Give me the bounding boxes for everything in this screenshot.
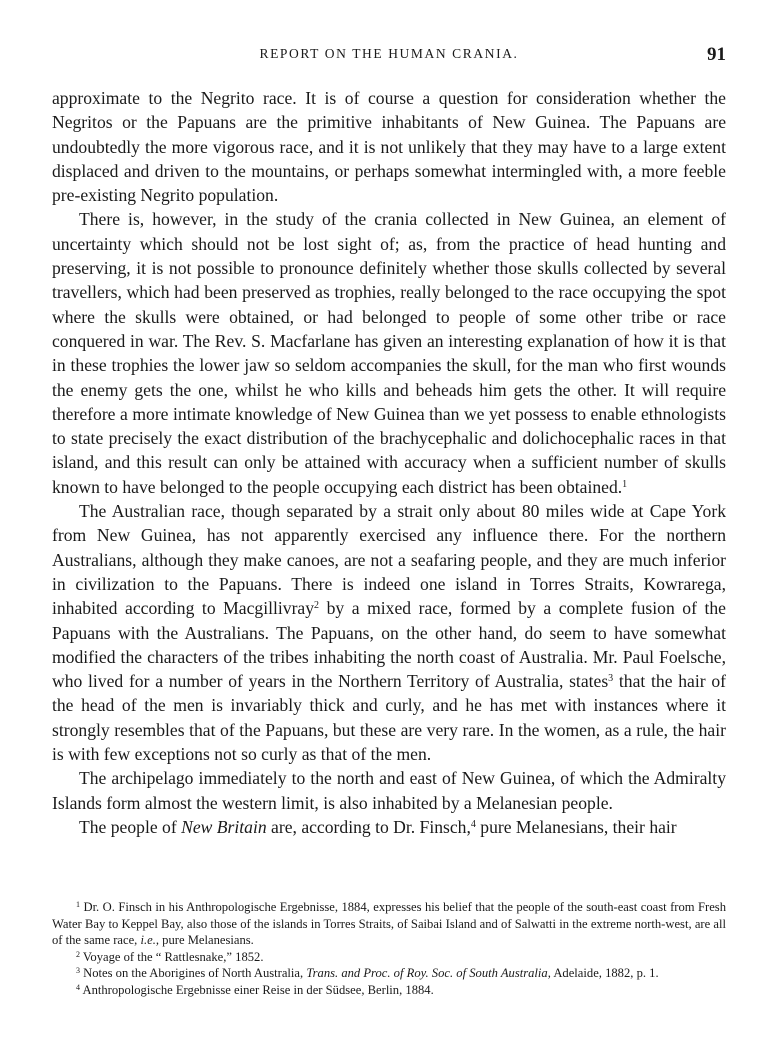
paragraph-2-text: There is, however, in the study of the crania collected in New Guinea, an element of uncertainty which should not be lost sight of; as, from the practice of head hunting and preserving, it is not possible to pronounce definitely whether those skulls collected by several travellers, which had been preserved as trophies, really belonged to the race occupying the spot where the skulls were obtained, or had belonged to people of some other tribe or race conquered in war. The Rev. S. Macfarlane has given an interesting explanation of how it is that in these trophies the lower jaw so seldom accompanies the skull, for the man who first wounds the enemy gets the one, whilst he who kills and beheads him gets the other. It will require therefore a more intimate knowledge of New Guinea than we yet possess to enable ethnologists to state precisely the exact distribution of the brachycephalic and dolichocephalic races in that island, and this result can only be attained with accuracy when a sufficient number of skulls known to have belonged to the people occupying each district has been obtained. [52, 209, 726, 497]
footnote-4-mark: 4 [76, 982, 80, 992]
paragraph-5 [52, 815, 726, 839]
footnote-3-text-b: Adelaide, 1882, p. 1. [550, 966, 659, 981]
footnote-ref-1: 1 [622, 478, 628, 490]
footnote-1-text-b: pure Melanesians. [159, 933, 254, 948]
footnote-ref-2: 2 [314, 600, 320, 612]
footnote-3-mark: 3 [76, 966, 80, 976]
footnote-3-italic: Trans. and Proc. of Roy. Soc. of South Australia, [306, 966, 551, 981]
paragraph-3 [52, 499, 726, 766]
paragraph-3-text-b: by a mixed race, formed by a complete fusion of the Papuans with the Australians. The Papuans, on the other hand, do seem to have somewhat modified the characters of the tribes inhabiting the north coast of Australia. Mr. Paul Foelsche, who lived for a number of years in the Northern Territory of Australia, states [52, 598, 726, 692]
footnote-1-text-a: Dr. O. Finsch in his Anthropologische Ergebnisse, 1884, expresses his belief that the people of the south-east coast from Fresh Water Bay to Keppel Bay, also those of the islands in Torres Straits, of Saibai Island and of Salwatti in the extreme north-west, are all of the same race, [52, 900, 726, 948]
footnote-3-text-a: Notes on the Aborigines of North Australia, [83, 966, 307, 981]
footnotes [52, 899, 726, 999]
footnote-1-italic: i.e., [140, 933, 160, 948]
footnote-2-text: Voyage of the “ Rattlesnake,” 1852. [82, 949, 264, 964]
paragraph-1-text: approximate to the Negrito race. It is of course a question for consideration whether the Negritos or the Papuans are the primitive inhabitants of New Guinea. The Papuans are undoubtedly the more vigorous race, and it is not unlikely that they may have to a large extent displaced and driven to the mountains, or perhaps somewhat intermingled with, a more feeble pre-existing Negrito population. [52, 88, 726, 206]
running-header [52, 44, 726, 68]
body-text [52, 86, 726, 839]
footnote-4 [52, 982, 726, 999]
paragraph-4-text: The archipelago immediately to the north and east of New Guinea, of which the Admiralty Islands form almost the western limit, is also inhabited by a Melanesian people. [52, 768, 726, 813]
running-title: REPORT ON THE HUMAN CRANIA. [259, 46, 519, 61]
footnote-ref-4: 4 [470, 818, 476, 830]
footnote-1-mark: 1 [76, 900, 80, 909]
footnote-ref-3: 3 [608, 673, 614, 685]
footnote-1 [52, 899, 726, 949]
paragraph-5-text-c: pure Melanesians, their hair [475, 816, 677, 837]
paragraph-5-text-b: are, according to Dr. Finsch, [266, 816, 471, 837]
paragraph-5-text-a: The people of [79, 816, 182, 837]
footnote-2 [52, 949, 726, 966]
footnote-4-text: Anthropologische Ergebnisse einer Reise in der Südsee, Berlin, 1884. [82, 982, 434, 997]
paragraph-5-italic: New Britain [181, 816, 267, 837]
paragraph-2 [52, 207, 726, 499]
paragraph-4 [52, 766, 726, 815]
paragraph-1 [52, 86, 726, 207]
paragraph-3-text-a: The Australian race, though separated by a strait only about 80 miles wide at Cape York from New Guinea, has not apparently exercised any influence there. For the northern Australians, although they make canoes, are not a seafaring people, and they are much inferior in civilization to the Papuans. There is indeed one island in Torres Straits, Kowrarega, inhabited according to Macgillivray [52, 501, 726, 619]
page-number: 91 [707, 44, 726, 65]
footnote-2-mark: 2 [76, 949, 80, 959]
paragraph-3-text-c: that the hair of the head of the men is invariably thick and curly, and he has met with instances where it strongly resembles that of the Papuans, but these are very rare. In the women, as a rule, the hair is with few exceptions not so curly as that of the men. [52, 671, 726, 765]
footnote-3 [52, 965, 726, 982]
